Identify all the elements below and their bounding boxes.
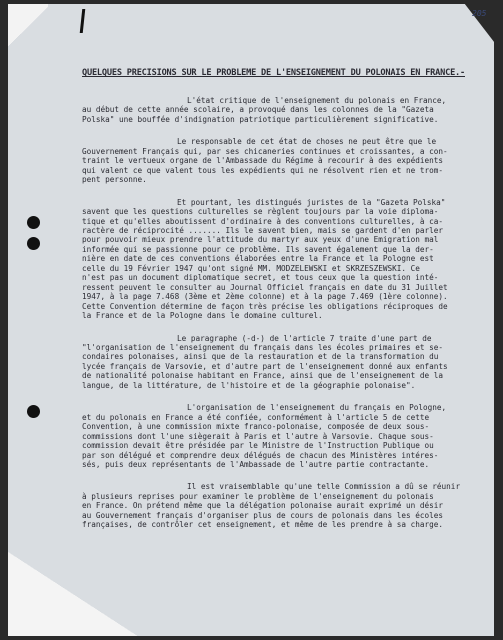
text-line: traint le vertueux organe de l'Ambassade du Régime à recourir à des expédients <box>82 156 444 166</box>
text-line: Cette Convention détermine de façon très précise les obligations réciproques de <box>82 301 448 311</box>
text-line: Le paragraphe (-d-) de l'article 7 traite d'une part de <box>177 333 432 343</box>
paragraph-3 <box>82 198 477 321</box>
text-line: n'est pas un document diplomatique secret, et tous ceux que la question inté- <box>82 273 439 283</box>
document-title: QUELQUES PRECISIONS SUR LE PROBLEME DE L'ENSEIGNEMENT DU POLONAIS EN FRANCE.- <box>82 68 465 78</box>
text-line: sés, puis deux représentants de l'Ambassade de l'autre partie contractante. <box>82 459 430 469</box>
text-line: qui valent ce que valent tous les expédients qui ne résolvent rien et ne trom- <box>82 165 444 175</box>
text-line: informée qui se passionne pour ce problème. Ils savent également que la der- <box>82 244 434 254</box>
text-line: au début de cette année scolaire, a provoqué dans les colonnes de la "Gazeta <box>82 105 434 115</box>
text-line: L'organisation de l'enseignement du français en Pologne, <box>187 403 447 413</box>
text-line: lycée français de Varsovie, et d'autre part de l'enseignement donné aux enfants <box>82 361 448 371</box>
text-line: commissions dont l'une siègerait à Paris et l'autre à Varsovie. Chaque sous- <box>82 431 434 441</box>
text-line: par son délégué et comprendre deux délégués de chacun des Ministères intéres- <box>82 450 439 460</box>
text-line: au Gouvernement français d'organiser plus de cours de polonais dans les écoles <box>82 510 444 520</box>
paragraphs <box>82 96 477 530</box>
text-line: pent personne. <box>82 175 147 185</box>
text-line: Il est vraisemblable qu'une telle Commission a dû se réunir <box>187 482 461 492</box>
paragraph-6 <box>82 482 477 529</box>
text-line: tique et qu'elles aboutissent d'ordinaire à des conventions culturelles, à ca- <box>82 216 444 226</box>
paragraph-2 <box>82 137 477 184</box>
text-line: et du polonais en France a été confiée, conformément à l'article 5 de cette <box>82 412 430 422</box>
paragraph-4 <box>82 334 477 391</box>
text-line: la France et de la Pologne dans le domaine culturel. <box>82 311 323 321</box>
text-line: nière en date de ces conventions élaborées entre la France et la Pologne est <box>82 254 434 264</box>
text-line: Et pourtant, les distingués juristes de la "Gazeta Polska" <box>177 197 446 207</box>
text-line: 1947, à la page 7.468 (3ème et 2ème colonne) et à la page 7.469 (1ère colonne). <box>82 292 448 302</box>
document-body <box>82 68 477 543</box>
text-line: en France. On prétend même que la délégation polonaise aurait exprimé un désir <box>82 501 444 511</box>
text-line: langue, de la littérature, de l'histoire et de la géographie polonaise". <box>82 380 416 390</box>
text-line: "l'organisation de l'enseignement du français dans les écoles primaires et se- <box>82 342 444 352</box>
punch-hole-1 <box>27 216 40 229</box>
text-line: Le responsable de cet état de choses ne peut être que le <box>177 137 437 147</box>
text-line: pour pouvoir mieux prendre l'attitude du martyr aux yeux d'une Emigration mal <box>82 235 439 245</box>
page-number: 205 <box>472 9 487 18</box>
paragraph-1 <box>82 96 477 124</box>
folded-corner-bottom <box>8 540 148 636</box>
text-line: Gouvernement Français qui, par ses chicaneries continues et croissantes, a con- <box>82 146 448 156</box>
text-line: Polska" une bouffée d'indignation patriotique particulièrement significative. <box>82 114 439 124</box>
text-line: Convention, à une commission mixte franco-polonaise, composée de deux sous- <box>82 422 430 432</box>
text-line: ressent peuvent le consulter au Journal Officiel français en date du 31 Juillet <box>82 282 448 292</box>
text-line: savent que les questions culturelles se règlent toujours par la voie diploma- <box>82 207 439 217</box>
text-line: condaires polonaises, ainsi que de la restauration et de la transformation du <box>82 352 439 362</box>
paragraph-5 <box>82 403 477 469</box>
text-line: celle du 19 Février 1947 qu'ont signé MM. MODZELEWSKI et SKRZESZEWSKI. Ce <box>82 263 420 273</box>
text-line: L'état critique de l'enseignement du polonais en France, <box>187 96 447 105</box>
folded-corner-top <box>8 4 48 49</box>
punch-hole-2 <box>27 237 40 250</box>
text-line: à plusieurs reprises pour examiner le problème de l'enseignement du polonais <box>82 491 434 501</box>
punch-hole-3 <box>27 405 40 418</box>
text-line: françaises, de contrôler cet enseignement, et même de les prendre à sa charge. <box>82 520 444 530</box>
text-line: commission devait être présidée par le Ministre de l'Instruction Publique ou <box>82 441 434 451</box>
text-line: ractère de réciprocité ....... Ils le savent bien, mais se gardent d'en parler <box>82 225 444 235</box>
text-line: de nationalité polonaise habitant en France, ainsi que de l'enseignement de la <box>82 371 444 381</box>
